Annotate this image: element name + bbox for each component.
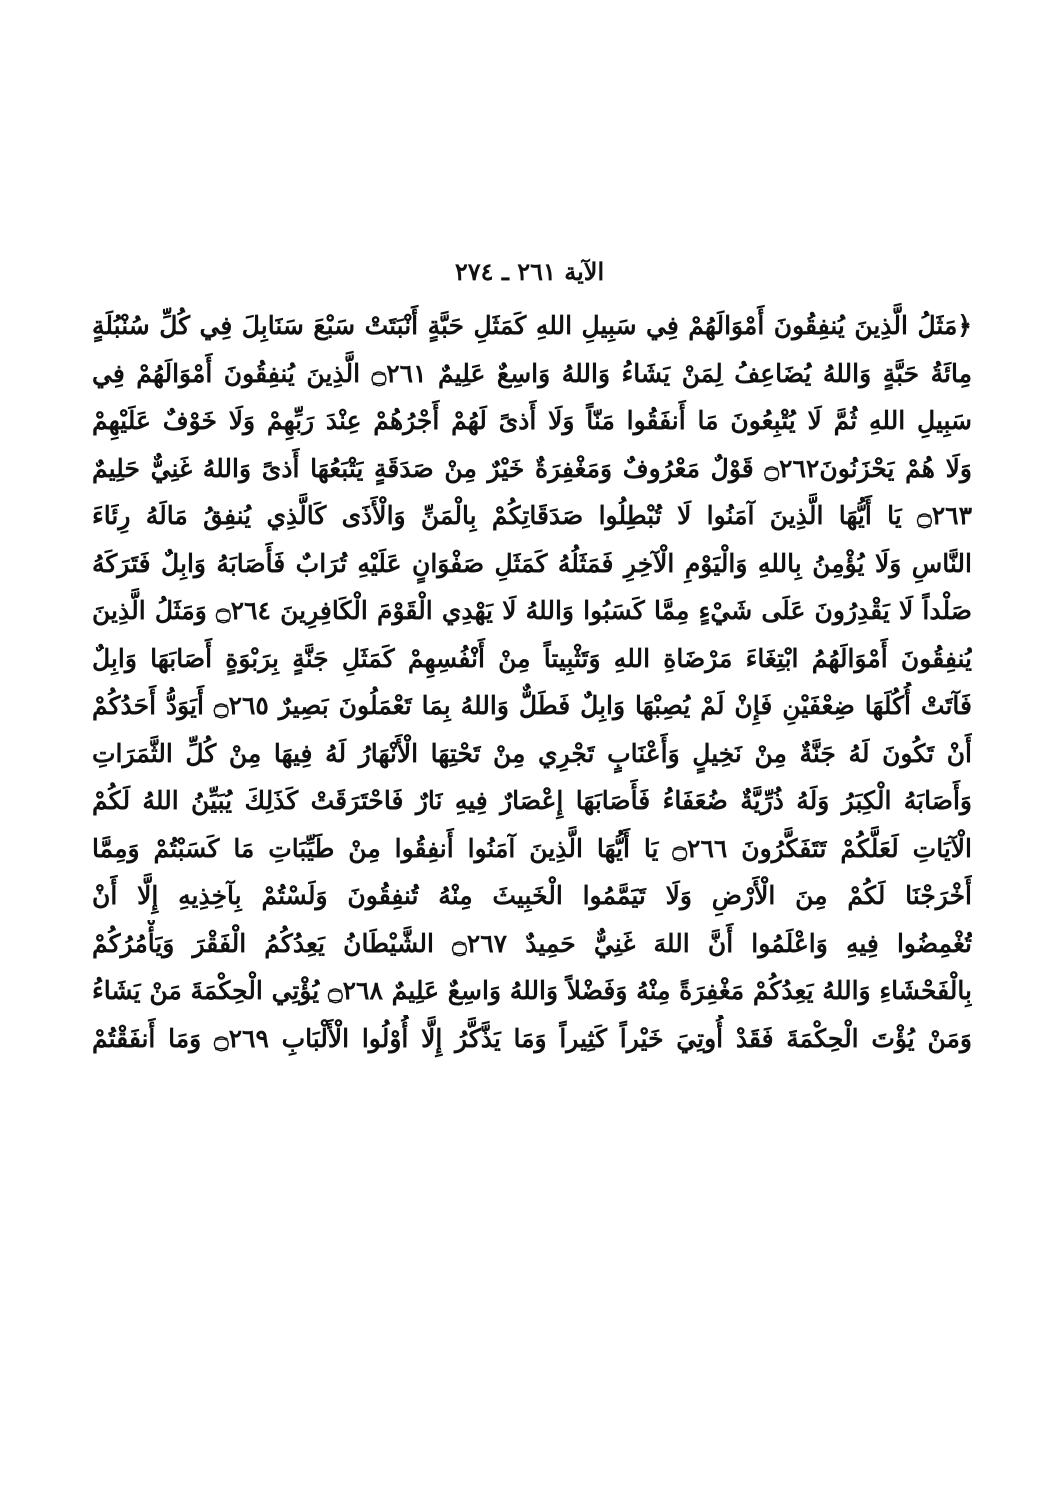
- text-line: وَأَصَابَهُ الْكِبَرُ وَلَهُ ذُرِّيَّةٌ ضُعَفَاءُ فَأَصَابَهَا إِعْصَارٌ فِيهِ نَارٌ فَاحْتَرَقَتْ كَذَلِكَ يُبَيِّنُ اللهُ لَكُمْ: [92, 786, 972, 815]
- quran-text-block: [92, 302, 972, 1062]
- text-line: ﴿مَثَلُ الَّذِينَ يُنفِقُونَ أَمْوَالَهُمْ فِي سَبِيلِ اللهِ كَمَثَلِ حَبَّةٍ أَنْبَتَتْ سَبْعَ سَنَابِلَ فِي كُلِّ سُنْبُلَةٍ: [92, 311, 972, 340]
- text-line: النَّاسِ وَلَا يُؤْمِنُ بِاللهِ وَالْيَوْمِ الْآخِرِ فَمَثَلُهُ كَمَثَلِ صَفْوَانٍ عَلَيْهِ تُرَابٌ فَأَصَابَهُ وَابِلٌ فَتَرَكَهُ: [92, 548, 972, 578]
- text-line: فَآتَتْ أُكُلَهَا ضِعْفَيْنِ فَإِنْ لَمْ يُصِبْهَا وَابِلٌ فَطَلٌّ وَاللهُ بِمَا تَعْمَلُونَ بَصِيرٌ ۝٢٦٥ أَيَوَدُّ أَحَدُكُمْ: [92, 691, 972, 720]
- text-line: وَمَنْ يُؤْتَ الْحِكْمَةَ فَقَدْ أُوتِيَ خَيْراً كَثِيراً وَمَا يَذَّكَّرُ إِلَّا أُوْلُوا الْأَلْبَابِ ۝٢٦٩ وَمَا أَنفَقْتُمْ: [92, 1023, 972, 1053]
- text-line: ۝٢٦٣ يَا أَيُّهَا الَّذِينَ آمَنُوا لَا تُبْطِلُوا صَدَقَاتِكُمْ بِالْمَنِّ وَالْأَذَى كَالَّذِي يُنفِقُ مَالَهُ رِئَاءَ: [92, 501, 972, 530]
- text-line: سَبِيلِ اللهِ ثُمَّ لَا يُتْبِعُونَ مَا أَنفَقُوا مَنّاً وَلَا أَذىً لَهُمْ أَجْرُهُمْ عِنْدَ رَبِّهِمْ وَلَا خَوْفٌ عَلَيْهِمْ: [92, 406, 972, 435]
- page-heading: الآية ٢٦١ ـ ٢٧٤: [454, 257, 605, 286]
- text-line: يُنفِقُونَ أَمْوَالَهُمُ ابْتِغَاءَ مَرْضَاةِ اللهِ وَتَثْبِيتاً مِنْ أَنْفُسِهِمْ كَمَثَلِ جَنَّةٍ بِرَبْوَةٍ أَصَابَهَا وَابِلٌ: [92, 643, 972, 673]
- text-line: صَلْداً لَا يَقْدِرُونَ عَلَى شَيْءٍ مِمَّا كَسَبُوا وَاللهُ لَا يَهْدِي الْقَوْمَ الْكَافِرِينَ ۝٢٦٤ وَمَثَلُ الَّذِينَ: [92, 596, 972, 625]
- text-line: تُغْمِضُوا فِيهِ وَاعْلَمُوا أَنَّ اللهَ غَنِيٌّ حَمِيدٌ ۝٢٦٧ الشَّيْطَانُ يَعِدُكُمُ الْفَقْرَ وَيَأْمُرُكُمْ: [92, 928, 972, 958]
- text-line: مِائَةُ حَبَّةٍ وَاللهُ يُضَاعِفُ لِمَنْ يَشَاءُ وَاللهُ وَاسِعٌ عَلِيمٌ ۝٢٦١ الَّذِينَ يُنفِقُونَ أَمْوَالَهُمْ فِي: [92, 358, 972, 388]
- text-line: الْآيَاتِ لَعَلَّكُمْ تَتَفَكَّرُونَ ۝٢٦٦ يَا أَيُّهَا الَّذِينَ آمَنُوا أَنفِقُوا مِنْ طَيِّبَاتِ مَا كَسَبْتُمْ وَمِمَّا: [92, 833, 972, 863]
- text-line: وَلَا هُمْ يَحْزَنُونَ۝٢٦٢ قَوْلٌ مَعْرُوفٌ وَمَغْفِرَةٌ خَيْرٌ مِنْ صَدَقَةٍ يَتْبَعُهَا أَذىً وَاللهُ غَنِيٌّ حَلِيمٌ: [92, 453, 972, 483]
- text-line: أَخْرَجْنَا لَكُمْ مِنَ الْأَرْضِ وَلَا تَيَمَّمُوا الْخَبِيثَ مِنْهُ تُنفِقُونَ وَلَسْتُمْ بِآخِذِيهِ إِلَّا أَنْ: [92, 881, 972, 910]
- text-line: أَنْ تَكُونَ لَهُ جَنَّةٌ مِنْ نَخِيلٍ وَأَعْنَابٍ تَجْرِي مِنْ تَحْتِهَا الْأَنْهَارُ لَهُ فِيهَا مِنْ كُلِّ الثَّمَرَاتِ: [92, 738, 972, 768]
- text-line: بِالْفَحْشَاءِ وَاللهُ يَعِدُكُمْ مَغْفِرَةً مِنْهُ وَفَضْلاً وَاللهُ وَاسِعٌ عَلِيمٌ ۝٢٦٨ يُؤْتِي الْحِكْمَةَ مَنْ يَشَاءُ: [92, 976, 972, 1005]
